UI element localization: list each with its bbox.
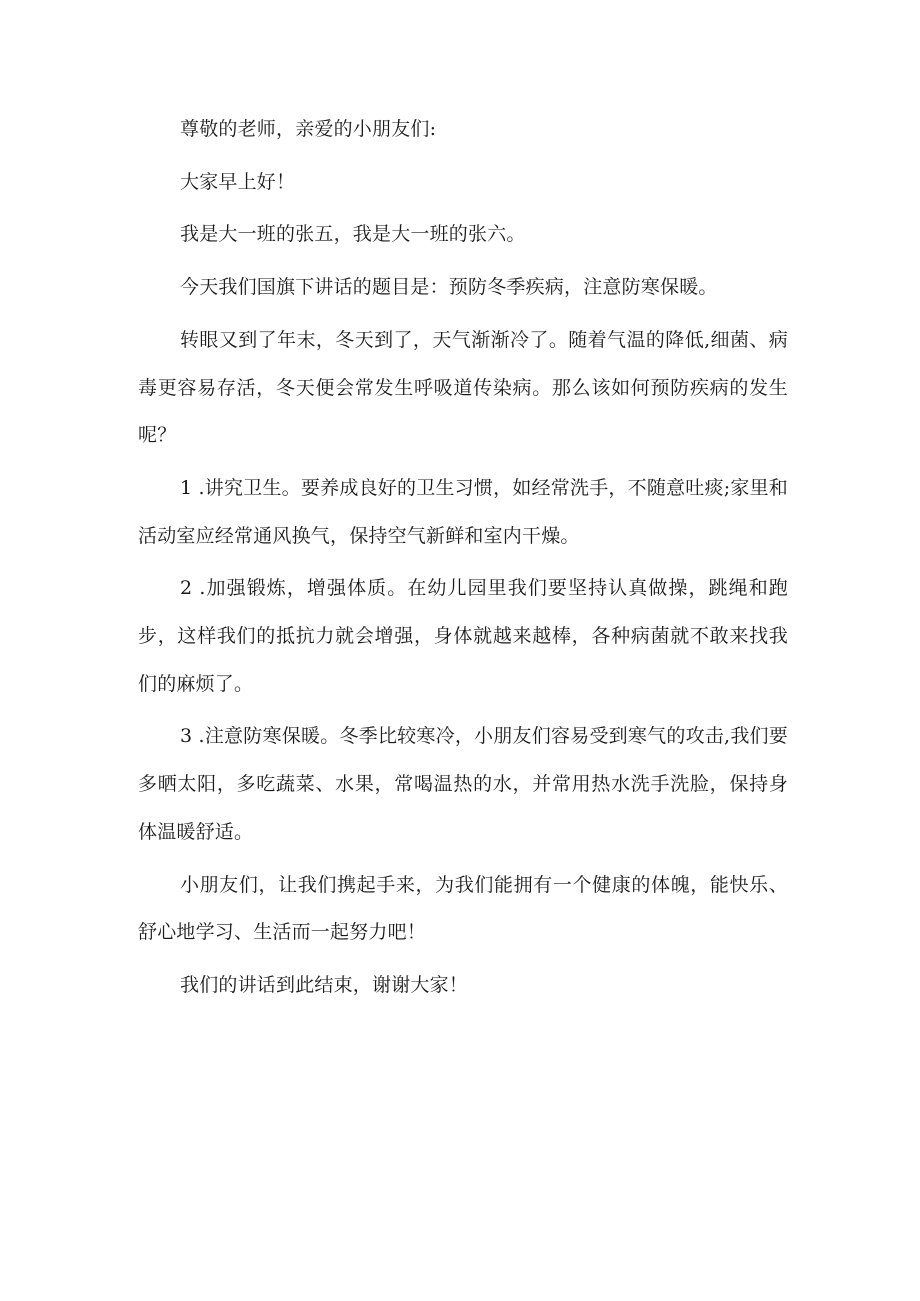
point-1-paragraph: 1 .讲究卫生。要养成良好的卫生习惯，如经常洗手，不随意吐痰;家里和活动室应经常通风换气，保持空气新鲜和室内干燥。	[138, 476, 788, 547]
good-morning-paragraph: 大家早上好！	[180, 170, 296, 193]
call-to-action-paragraph: 小朋友们，让我们携起手来，为我们能拥有一个健康的体魄，能快乐、舒心地学习、生活而一起努力吧！	[138, 873, 788, 944]
point-2-paragraph: 2 .加强锻炼，增强体质。在幼儿园里我们要坚持认真做操，跳绳和跑步，这样我们的抵抗力就会增强，身体就越来越棒，各种病菌就不敢来找我们的麻烦了。	[138, 577, 788, 695]
greeting-paragraph: 尊敬的老师，亲爱的小朋友们:	[180, 118, 437, 140]
point-3-paragraph: 3 .注意防寒保暖。冬季比较寒冷，小朋友们容易受到寒气的攻击,我们要多晒太阳，多吃蔬菜、水果，常喝温热的水，并常用热水洗手洗脸，保持身体温暖舒适。	[138, 725, 788, 843]
speaker-intro-paragraph: 我是大一班的张五，我是大一班的张六。	[180, 223, 526, 246]
closing-paragraph: 我们的讲话到此结束，谢谢大家！	[180, 973, 469, 996]
intro-body-paragraph: 转眼又到了年末，冬天到了，天气渐渐冷了。随着气温的降低,细菌、病毒更容易存活，冬天便会常发生呼吸道传染病。那么该如何预防疾病的发生呢？	[138, 328, 788, 447]
topic-paragraph: 今天我们国旗下讲话的题目是：预防冬季疾病，注意防寒保暖。	[180, 276, 718, 299]
document-body	[138, 106, 788, 1010]
